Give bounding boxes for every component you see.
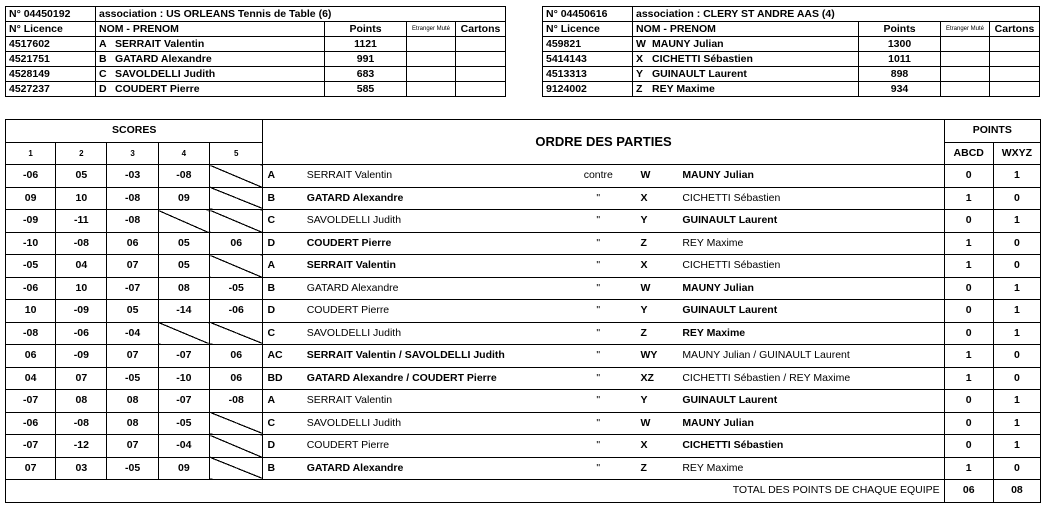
team-a-header-row (6, 7, 506, 22)
team-b-club-number: N° 04450616 (543, 7, 633, 22)
set-score-3: -08 (107, 210, 158, 233)
set-score-5 (210, 165, 263, 188)
player-b-name: MAUNY Julian (678, 412, 944, 435)
set-score-5: -06 (210, 300, 263, 323)
player-a-name: GATARD Alexandre / COUDERT Pierre (303, 367, 560, 390)
set-score-4: 09 (158, 457, 209, 480)
points-abcd: 1 (944, 187, 993, 210)
licence-header: N° Licence (543, 22, 633, 37)
team-a-club-number: N° 04450192 (6, 7, 96, 22)
set-score-1: -06 (6, 165, 56, 188)
player-row (6, 37, 506, 52)
set-score-3: 07 (107, 255, 158, 278)
cartons-header: Cartons (456, 22, 506, 37)
etranger-header: Etranger Muté (407, 22, 456, 37)
points-wxyz: 0 (993, 187, 1040, 210)
wxyz-header: WXYZ (993, 142, 1040, 165)
set-score-3: 07 (107, 345, 158, 368)
match-row (6, 367, 1041, 390)
match-row (6, 210, 1041, 233)
licence-header: N° Licence (6, 22, 96, 37)
player-points: 585 (325, 82, 407, 97)
player-b-letter: Y (636, 390, 678, 413)
points-header: POINTS (944, 120, 1040, 143)
points-abcd: 0 (944, 300, 993, 323)
player-etranger (941, 37, 990, 52)
set-score-4: -04 (158, 435, 209, 458)
set-score-2: 10 (56, 187, 107, 210)
team-b-column-headers (543, 22, 1040, 37)
contre-separator: " (560, 300, 636, 323)
player-points: 898 (859, 67, 941, 82)
contre-separator: " (560, 457, 636, 480)
player-b-name: GUINAULT Laurent (678, 210, 944, 233)
player-b-letter: X (636, 187, 678, 210)
player-a-letter: BD (263, 367, 303, 390)
points-header: Points (325, 22, 407, 37)
player-b-letter: XZ (636, 367, 678, 390)
player-a-name: GATARD Alexandre (303, 457, 560, 480)
points-abcd: 1 (944, 457, 993, 480)
set-score-1: -08 (6, 322, 56, 345)
player-etranger (941, 67, 990, 82)
total-label: TOTAL DES POINTS DE CHAQUE EQUIPE (6, 480, 945, 503)
player-name: COUDERT Pierre (115, 83, 200, 95)
set-score-3: -03 (107, 165, 158, 188)
points-abcd: 0 (944, 435, 993, 458)
set-score-4 (158, 210, 209, 233)
set-score-2: -08 (56, 412, 107, 435)
player-row (543, 52, 1040, 67)
player-a-letter: C (263, 412, 303, 435)
player-name: MAUNY Julian (652, 38, 724, 50)
set-score-2: 07 (56, 367, 107, 390)
points-abcd: 1 (944, 232, 993, 255)
set-score-3: -07 (107, 277, 158, 300)
contre-separator: " (560, 255, 636, 278)
set-3-header: 3 (107, 142, 158, 165)
set-score-4: -14 (158, 300, 209, 323)
contre-separator: " (560, 187, 636, 210)
scores-header: SCORES (6, 120, 263, 143)
set-score-1: 04 (6, 367, 56, 390)
set-score-4: -07 (158, 390, 209, 413)
player-points: 1121 (325, 37, 407, 52)
contre-separator: " (560, 367, 636, 390)
player-licence: 4527237 (6, 82, 96, 97)
player-row (6, 52, 506, 67)
player-letter: A (99, 38, 107, 50)
points-abcd: 1 (944, 367, 993, 390)
set-score-1: -09 (6, 210, 56, 233)
player-b-name: REY Maxime (678, 457, 944, 480)
team-a-column-headers (6, 22, 506, 37)
total-row (6, 480, 1041, 503)
set-score-3: 07 (107, 435, 158, 458)
set-score-2: -06 (56, 322, 107, 345)
player-a-letter: D (263, 300, 303, 323)
player-a-name: GATARD Alexandre (303, 187, 560, 210)
player-name-cell (633, 37, 859, 52)
team-b-association: association : CLERY ST ANDRE AAS (4) (633, 7, 1040, 22)
set-score-5 (210, 457, 263, 480)
player-a-name: COUDERT Pierre (303, 435, 560, 458)
player-name: SERRAIT Valentin (115, 38, 205, 50)
points-wxyz: 0 (993, 255, 1040, 278)
points-abcd: 0 (944, 412, 993, 435)
points-abcd: 0 (944, 322, 993, 345)
set-score-4: 05 (158, 255, 209, 278)
player-b-letter: WY (636, 345, 678, 368)
set-2-header: 2 (56, 142, 107, 165)
set-score-2: -11 (56, 210, 107, 233)
set-score-1: -07 (6, 435, 56, 458)
player-cartons (990, 67, 1040, 82)
points-header: Points (859, 22, 941, 37)
player-licence: 4528149 (6, 67, 96, 82)
player-a-letter: B (263, 187, 303, 210)
player-points: 991 (325, 52, 407, 67)
player-letter: Y (636, 68, 644, 80)
set-score-5 (210, 435, 263, 458)
player-b-letter: Z (636, 457, 678, 480)
set-score-2: -12 (56, 435, 107, 458)
player-name-cell (96, 37, 325, 52)
player-b-letter: X (636, 435, 678, 458)
player-etranger (407, 52, 456, 67)
player-row (6, 82, 506, 97)
player-etranger (407, 82, 456, 97)
player-cartons (456, 82, 506, 97)
set-4-header: 4 (158, 142, 209, 165)
player-name-cell (96, 82, 325, 97)
contre-separator: " (560, 390, 636, 413)
set-score-5: 06 (210, 232, 263, 255)
player-a-letter: B (263, 457, 303, 480)
etranger-header: Etranger Muté (941, 22, 990, 37)
points-abcd: 1 (944, 255, 993, 278)
set-score-1: -06 (6, 277, 56, 300)
set-score-3: 08 (107, 412, 158, 435)
points-wxyz: 0 (993, 367, 1040, 390)
player-b-name: REY Maxime (678, 232, 944, 255)
set-score-5 (210, 322, 263, 345)
player-b-name: MAUNY Julian (678, 165, 944, 188)
player-cartons (456, 52, 506, 67)
total-abcd: 06 (944, 480, 993, 503)
player-a-letter: C (263, 322, 303, 345)
player-row (543, 67, 1040, 82)
set-score-3: -08 (107, 187, 158, 210)
player-b-name: GUINAULT Laurent (678, 300, 944, 323)
player-licence: 4513313 (543, 67, 633, 82)
player-row (543, 82, 1040, 97)
match-row (6, 457, 1041, 480)
player-points: 934 (859, 82, 941, 97)
contre-separator: " (560, 435, 636, 458)
match-row (6, 277, 1041, 300)
match-row (6, 232, 1041, 255)
player-name: GUINAULT Laurent (652, 68, 747, 80)
player-a-letter: A (263, 165, 303, 188)
player-etranger (941, 82, 990, 97)
contre-separator: " (560, 210, 636, 233)
contre-separator: " (560, 232, 636, 255)
player-licence: 4517602 (6, 37, 96, 52)
player-points: 683 (325, 67, 407, 82)
set-5-header: 5 (210, 142, 263, 165)
match-row (6, 435, 1041, 458)
player-a-letter: B (263, 277, 303, 300)
set-score-4: 08 (158, 277, 209, 300)
nom-prenom-header: NOM - PRENOM (96, 22, 325, 37)
set-score-2: 03 (56, 457, 107, 480)
contre-separator: " (560, 412, 636, 435)
set-score-4: -07 (158, 345, 209, 368)
points-abcd: 1 (944, 345, 993, 368)
contre-separator: contre (560, 165, 636, 188)
match-row (6, 322, 1041, 345)
player-name: CICHETTI Sébastien (652, 53, 753, 65)
set-score-3: -04 (107, 322, 158, 345)
player-a-letter: AC (263, 345, 303, 368)
set-score-1: 10 (6, 300, 56, 323)
player-licence: 4521751 (6, 52, 96, 67)
player-cartons (990, 52, 1040, 67)
points-wxyz: 1 (993, 300, 1040, 323)
match-row (6, 187, 1041, 210)
player-name-cell (96, 67, 325, 82)
player-cartons (990, 82, 1040, 97)
match-row (6, 412, 1041, 435)
player-name-cell (633, 52, 859, 67)
set-score-5: 06 (210, 367, 263, 390)
set-score-4: 05 (158, 232, 209, 255)
player-letter: X (636, 53, 644, 65)
set-score-2: 05 (56, 165, 107, 188)
player-b-name: MAUNY Julian / GUINAULT Laurent (678, 345, 944, 368)
points-wxyz: 1 (993, 277, 1040, 300)
player-licence: 9124002 (543, 82, 633, 97)
player-letter: D (99, 83, 107, 95)
points-wxyz: 0 (993, 457, 1040, 480)
points-wxyz: 1 (993, 210, 1040, 233)
contre-separator: " (560, 277, 636, 300)
player-b-letter: W (636, 277, 678, 300)
player-b-name: REY Maxime (678, 322, 944, 345)
total-wxyz: 08 (993, 480, 1040, 503)
player-b-letter: Y (636, 300, 678, 323)
ordre-des-parties-header: ORDRE DES PARTIES (263, 120, 944, 165)
player-cartons (990, 37, 1040, 52)
team-a-table (5, 6, 506, 97)
player-a-name: SERRAIT Valentin (303, 390, 560, 413)
player-b-letter: Z (636, 232, 678, 255)
player-a-name: COUDERT Pierre (303, 300, 560, 323)
player-licence: 5414143 (543, 52, 633, 67)
set-score-2: -08 (56, 232, 107, 255)
set-score-5: -08 (210, 390, 263, 413)
set-score-2: -09 (56, 300, 107, 323)
player-a-letter: A (263, 390, 303, 413)
set-score-2: 10 (56, 277, 107, 300)
points-wxyz: 1 (993, 390, 1040, 413)
match-row (6, 255, 1041, 278)
set-score-1: -10 (6, 232, 56, 255)
set-score-1: -07 (6, 390, 56, 413)
player-name: REY Maxime (652, 83, 715, 95)
player-b-letter: Y (636, 210, 678, 233)
player-a-letter: D (263, 435, 303, 458)
player-points: 1300 (859, 37, 941, 52)
player-a-letter: D (263, 232, 303, 255)
set-score-3: 05 (107, 300, 158, 323)
set-score-5: -05 (210, 277, 263, 300)
set-score-1: 07 (6, 457, 56, 480)
player-b-letter: W (636, 165, 678, 188)
player-name: SAVOLDELLI Judith (115, 68, 216, 80)
set-score-5 (210, 255, 263, 278)
player-row (543, 37, 1040, 52)
set-score-4: -08 (158, 165, 209, 188)
set-score-4 (158, 322, 209, 345)
set-score-3: -05 (107, 367, 158, 390)
set-score-3: -05 (107, 457, 158, 480)
player-cartons (456, 67, 506, 82)
set-score-2: -09 (56, 345, 107, 368)
player-a-name: SAVOLDELLI Judith (303, 322, 560, 345)
player-a-name: SAVOLDELLI Judith (303, 210, 560, 233)
player-a-name: SERRAIT Valentin (303, 255, 560, 278)
player-a-name: SERRAIT Valentin / SAVOLDELLI Judith (303, 345, 560, 368)
abcd-header: ABCD (944, 142, 993, 165)
player-b-name: CICHETTI Sébastien (678, 435, 944, 458)
team-a-association: association : US ORLEANS Tennis de Table (6) (96, 7, 506, 22)
set-score-3: 06 (107, 232, 158, 255)
set-score-5 (210, 412, 263, 435)
player-a-name: COUDERT Pierre (303, 232, 560, 255)
player-a-letter: A (263, 255, 303, 278)
player-a-name: SERRAIT Valentin (303, 165, 560, 188)
match-row (6, 300, 1041, 323)
points-wxyz: 1 (993, 412, 1040, 435)
contre-separator: " (560, 322, 636, 345)
set-score-1: -05 (6, 255, 56, 278)
set-score-1: -06 (6, 412, 56, 435)
set-score-4: 09 (158, 187, 209, 210)
set-score-4: -10 (158, 367, 209, 390)
player-letter: W (636, 38, 646, 50)
player-b-letter: W (636, 412, 678, 435)
match-row (6, 165, 1041, 188)
cartons-header: Cartons (990, 22, 1040, 37)
points-wxyz: 1 (993, 322, 1040, 345)
player-name-cell (96, 52, 325, 67)
player-a-name: SAVOLDELLI Judith (303, 412, 560, 435)
player-b-name: MAUNY Julian (678, 277, 944, 300)
player-a-letter: C (263, 210, 303, 233)
player-etranger (407, 67, 456, 82)
points-wxyz: 1 (993, 165, 1040, 188)
team-b-header-row (543, 7, 1040, 22)
points-abcd: 0 (944, 390, 993, 413)
player-b-name: GUINAULT Laurent (678, 390, 944, 413)
points-wxyz: 0 (993, 232, 1040, 255)
set-score-3: 08 (107, 390, 158, 413)
set-score-2: 04 (56, 255, 107, 278)
set-score-5: 06 (210, 345, 263, 368)
player-name-cell (633, 67, 859, 82)
set-1-header: 1 (6, 142, 56, 165)
player-licence: 459821 (543, 37, 633, 52)
points-wxyz: 1 (993, 435, 1040, 458)
team-b-table (542, 6, 1040, 97)
main-header-row-1 (6, 120, 1041, 143)
nom-prenom-header: NOM - PRENOM (633, 22, 859, 37)
player-b-letter: X (636, 255, 678, 278)
player-b-name: CICHETTI Sébastien / REY Maxime (678, 367, 944, 390)
player-name: GATARD Alexandre (115, 53, 212, 65)
player-row (6, 67, 506, 82)
player-name-cell (633, 82, 859, 97)
points-abcd: 0 (944, 277, 993, 300)
contre-separator: " (560, 345, 636, 368)
player-points: 1011 (859, 52, 941, 67)
player-b-name: CICHETTI Sébastien (678, 255, 944, 278)
player-b-letter: Z (636, 322, 678, 345)
player-letter: C (99, 68, 107, 80)
set-score-1: 09 (6, 187, 56, 210)
player-letter: Z (636, 83, 643, 95)
points-abcd: 0 (944, 165, 993, 188)
player-letter: B (99, 53, 107, 65)
player-etranger (407, 37, 456, 52)
match-row (6, 390, 1041, 413)
set-score-2: 08 (56, 390, 107, 413)
set-score-1: 06 (6, 345, 56, 368)
set-score-5 (210, 187, 263, 210)
set-score-4: -05 (158, 412, 209, 435)
player-a-name: GATARD Alexandre (303, 277, 560, 300)
player-cartons (456, 37, 506, 52)
set-score-5 (210, 210, 263, 233)
match-row (6, 345, 1041, 368)
player-b-name: CICHETTI Sébastien (678, 187, 944, 210)
match-sheet-table (5, 119, 1041, 503)
points-wxyz: 0 (993, 345, 1040, 368)
player-etranger (941, 52, 990, 67)
points-abcd: 0 (944, 210, 993, 233)
